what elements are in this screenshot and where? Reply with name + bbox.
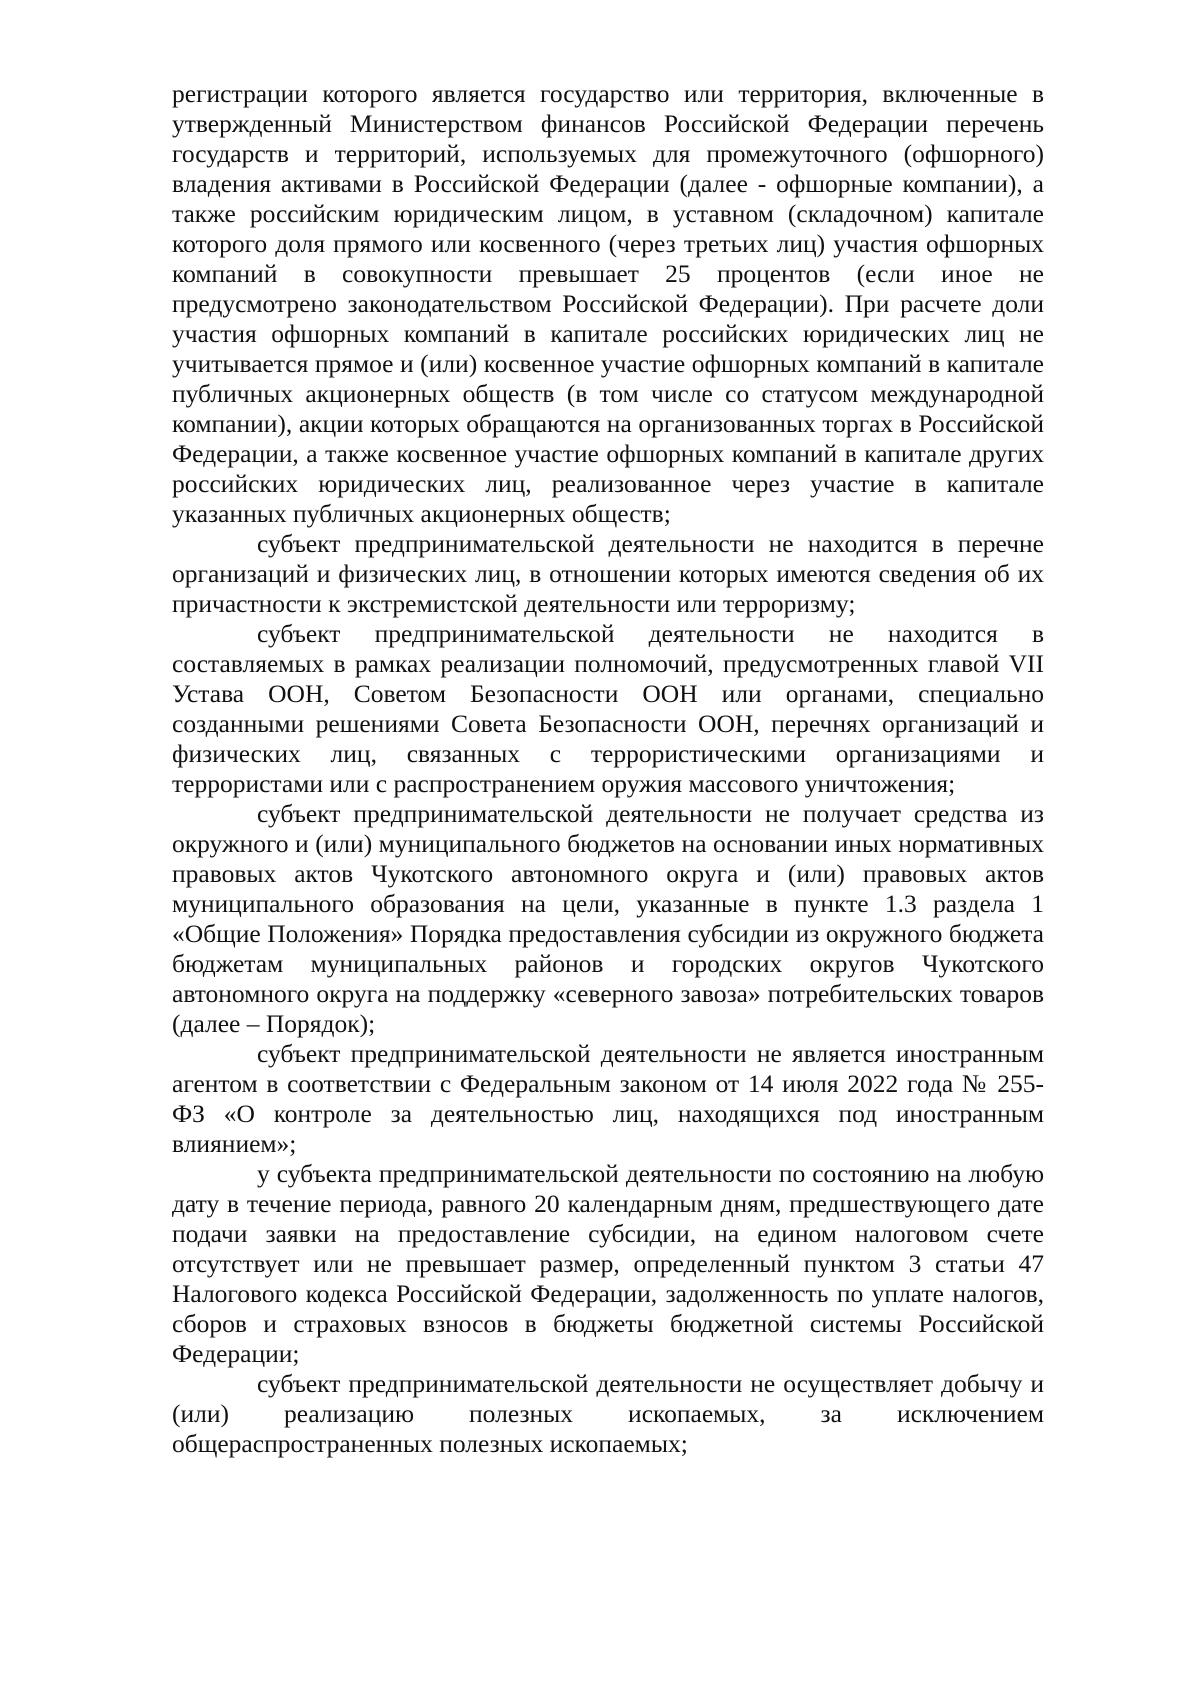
paragraph-tax-debt: у субъекта предпринимательской деятельности по состоянию на любую дату в течение периода, равного 20 календарным дням, предшествующего дате подачи заявки на предоставление субсидии, на едином налоговом счете отсутствует или не превышает размер, определенный пунктом 3 статьи 47 Налогового кодекса Российской Федерации, задолженность по уплате налогов, сборов и страховых взносов в бюджеты бюджетной системы Российской Федерации; [172,1159,1044,1368]
paragraph-budget-funds: субъект предпринимательской деятельности не получает средства из окружного и (или) муниципального бюджетов на основании иных нормативных правовых актов Чукотского автономного округа и (или) правовых актов муниципального образования на цели, указанные в пункте 1.3 раздела 1 «Общие Положения» Порядка предоставления субсидии из окружного бюджета бюджетам муниципальных районов и городских округов Чукотского автономного округа на поддержку «северного завоза» потребительских товаров (далее – Порядок); [172,799,1044,1038]
paragraph-extremism-list: субъект предпринимательской деятельности не находится в перечне организаций и физических лиц, в отношении которых имеются сведения об их причастности к экстремистской деятельности или терроризму; [172,529,1044,618]
paragraph-mineral-extraction: субъект предпринимательской деятельности не осуществляет добычу и (или) реализацию полезных ископаемых, за исключением общераспространенных полезных ископаемых; [172,1369,1044,1458]
document-page [172,79,1044,1459]
paragraph-foreign-agent: субъект предпринимательской деятельности не является иностранным агентом в соответствии с Федеральным законом от 14 июля 2022 года № 255-ФЗ «О контроле за деятельностью лиц, находящихся под иностранным влиянием»; [172,1039,1044,1158]
paragraph-offshore-companies: регистрации которого является государство или территория, включенные в утвержденный Министерством финансов Российской Федерации перечень государств и территорий, используемых для промежуточного (офшорного) владения активами в Российской Федерации (далее - офшорные компании), а также российским юридическим лицом, в уставном (складочном) капитале которого доля прямого или косвенного (через третьих лиц) участия офшорных компаний в совокупности превышает 25 процентов (если иное не предусмотрено законодательством Российской Федерации). При расчете доли участия офшорных компаний в капитале российских юридических лиц не учитывается прямое и (или) косвенное участие офшорных компаний в капитале публичных акционерных обществ (в том числе со статусом международной компании), акции которых обращаются на организованных торгах в Российской Федерации, а также косвенное участие офшорных компаний в капитале других российских юридических лиц, реализованное через участие в капитале указанных публичных акционерных обществ; [172,79,1044,528]
paragraph-un-sanctions-list: субъект предпринимательской деятельности не находится в составляемых в рамках реализации полномочий, предусмотренных главой VII Устава ООН, Советом Безопасности ООН или органами, специально созданными решениями Совета Безопасности ООН, перечнях организаций и физических лиц, связанных с террористическими организациями и террористами или с распространением оружия массового уничтожения; [172,619,1044,798]
